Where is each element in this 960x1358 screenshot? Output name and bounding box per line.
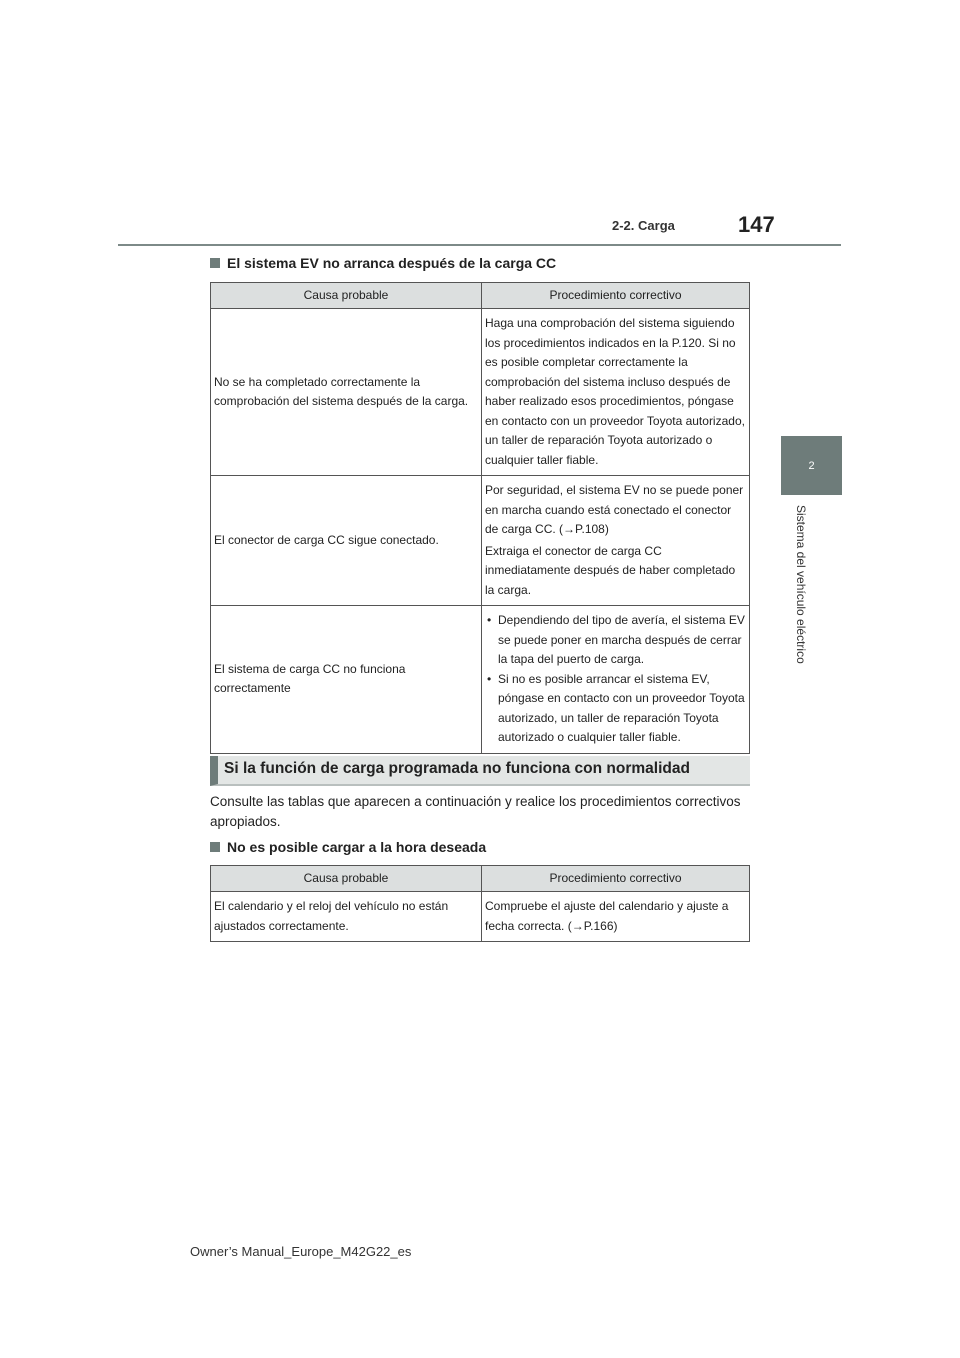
section2-heading <box>210 839 486 855</box>
column-header-cause: Causa probable <box>211 866 482 892</box>
table-carga-programada <box>210 865 750 942</box>
list-item: • Dependiendo del tipo de avería, el sistema EV se puede poner en marcha después de cerrar la tapa del puerto de carga. <box>485 611 746 670</box>
cause-cell: El sistema de carga CC no funciona correctamente <box>211 606 482 754</box>
procedure-cell <box>482 606 750 754</box>
procedure-paragraph: Por seguridad, el sistema EV no se puede poner en marcha cuando está conectado el conector de carga CC. (→P.108) <box>485 483 744 536</box>
section2-banner <box>210 756 750 786</box>
cause-cell: No se ha completado correctamente la comprobación del sistema después de la carga. <box>211 309 482 476</box>
table-header-row <box>211 283 750 309</box>
cause-cell: El calendario y el reloj del vehículo no están ajustados correctamente. <box>211 892 482 942</box>
chapter-number: 2 <box>808 459 815 472</box>
section2-banner-text: Si la función de carga programada no funciona con normalidad <box>224 760 690 777</box>
section2-intro: Consulte las tablas que aparecen a continuación y realice los procedimientos correctivos apropiados. <box>210 794 741 829</box>
procedure-cell: Haga una comprobación del sistema siguiendo los procedimientos indicados en la P.120. Si no es posible completar correctamente la comprobación del sistema incluso después de haber realizado esos procedimientos, póngase en contacto con un proveedor Toyota autorizado, un taller de reparación Toyota autorizado o cualquier taller fiable. <box>482 309 750 476</box>
table-row <box>211 309 750 476</box>
procedure-paragraph: Extraiga el conector de carga CC inmediatamente después de haber completado la carga. <box>485 543 736 597</box>
column-header-procedure: Procedimiento correctivo <box>482 283 750 309</box>
table-header-row <box>211 866 750 892</box>
header-rule <box>118 244 841 246</box>
chapter-tab <box>781 436 842 495</box>
procedure-bullet-list <box>485 611 746 748</box>
column-header-procedure: Procedimiento correctivo <box>482 866 750 892</box>
table-ev-no-arranca <box>210 282 750 754</box>
section1-heading-text: El sistema EV no arranca después de la carga CC <box>227 255 557 271</box>
procedure-cell: Compruebe el ajuste del calendario y ajuste a fecha correcta. (→P.166) <box>482 892 750 942</box>
column-header-cause: Causa probable <box>211 283 482 309</box>
chapter-title: Sistema del vehículo eléctrico <box>794 505 808 664</box>
table-row <box>211 606 750 754</box>
square-bullet-icon <box>210 258 220 268</box>
table-row <box>211 892 750 942</box>
square-bullet-icon <box>210 842 220 852</box>
procedure-cell <box>482 476 750 606</box>
section-label: 2-2. Carga <box>612 218 675 233</box>
list-item: • Si no es posible arrancar el sistema EV, póngase en contacto con un proveedor Toyota autorizado, un taller de reparación Toyota autorizado o cualquier taller fiable. <box>485 670 746 748</box>
chapter-side-title <box>794 505 814 705</box>
section2-heading-text: No es posible cargar a la hora deseada <box>227 839 487 855</box>
page-number: 147 <box>738 212 775 237</box>
table-row <box>211 476 750 606</box>
section1-heading <box>210 255 556 271</box>
cause-cell: El conector de carga CC sigue conectado. <box>211 476 482 606</box>
footer-document-id: Owner’s Manual_Europe_M42G22_es <box>190 1244 412 1259</box>
